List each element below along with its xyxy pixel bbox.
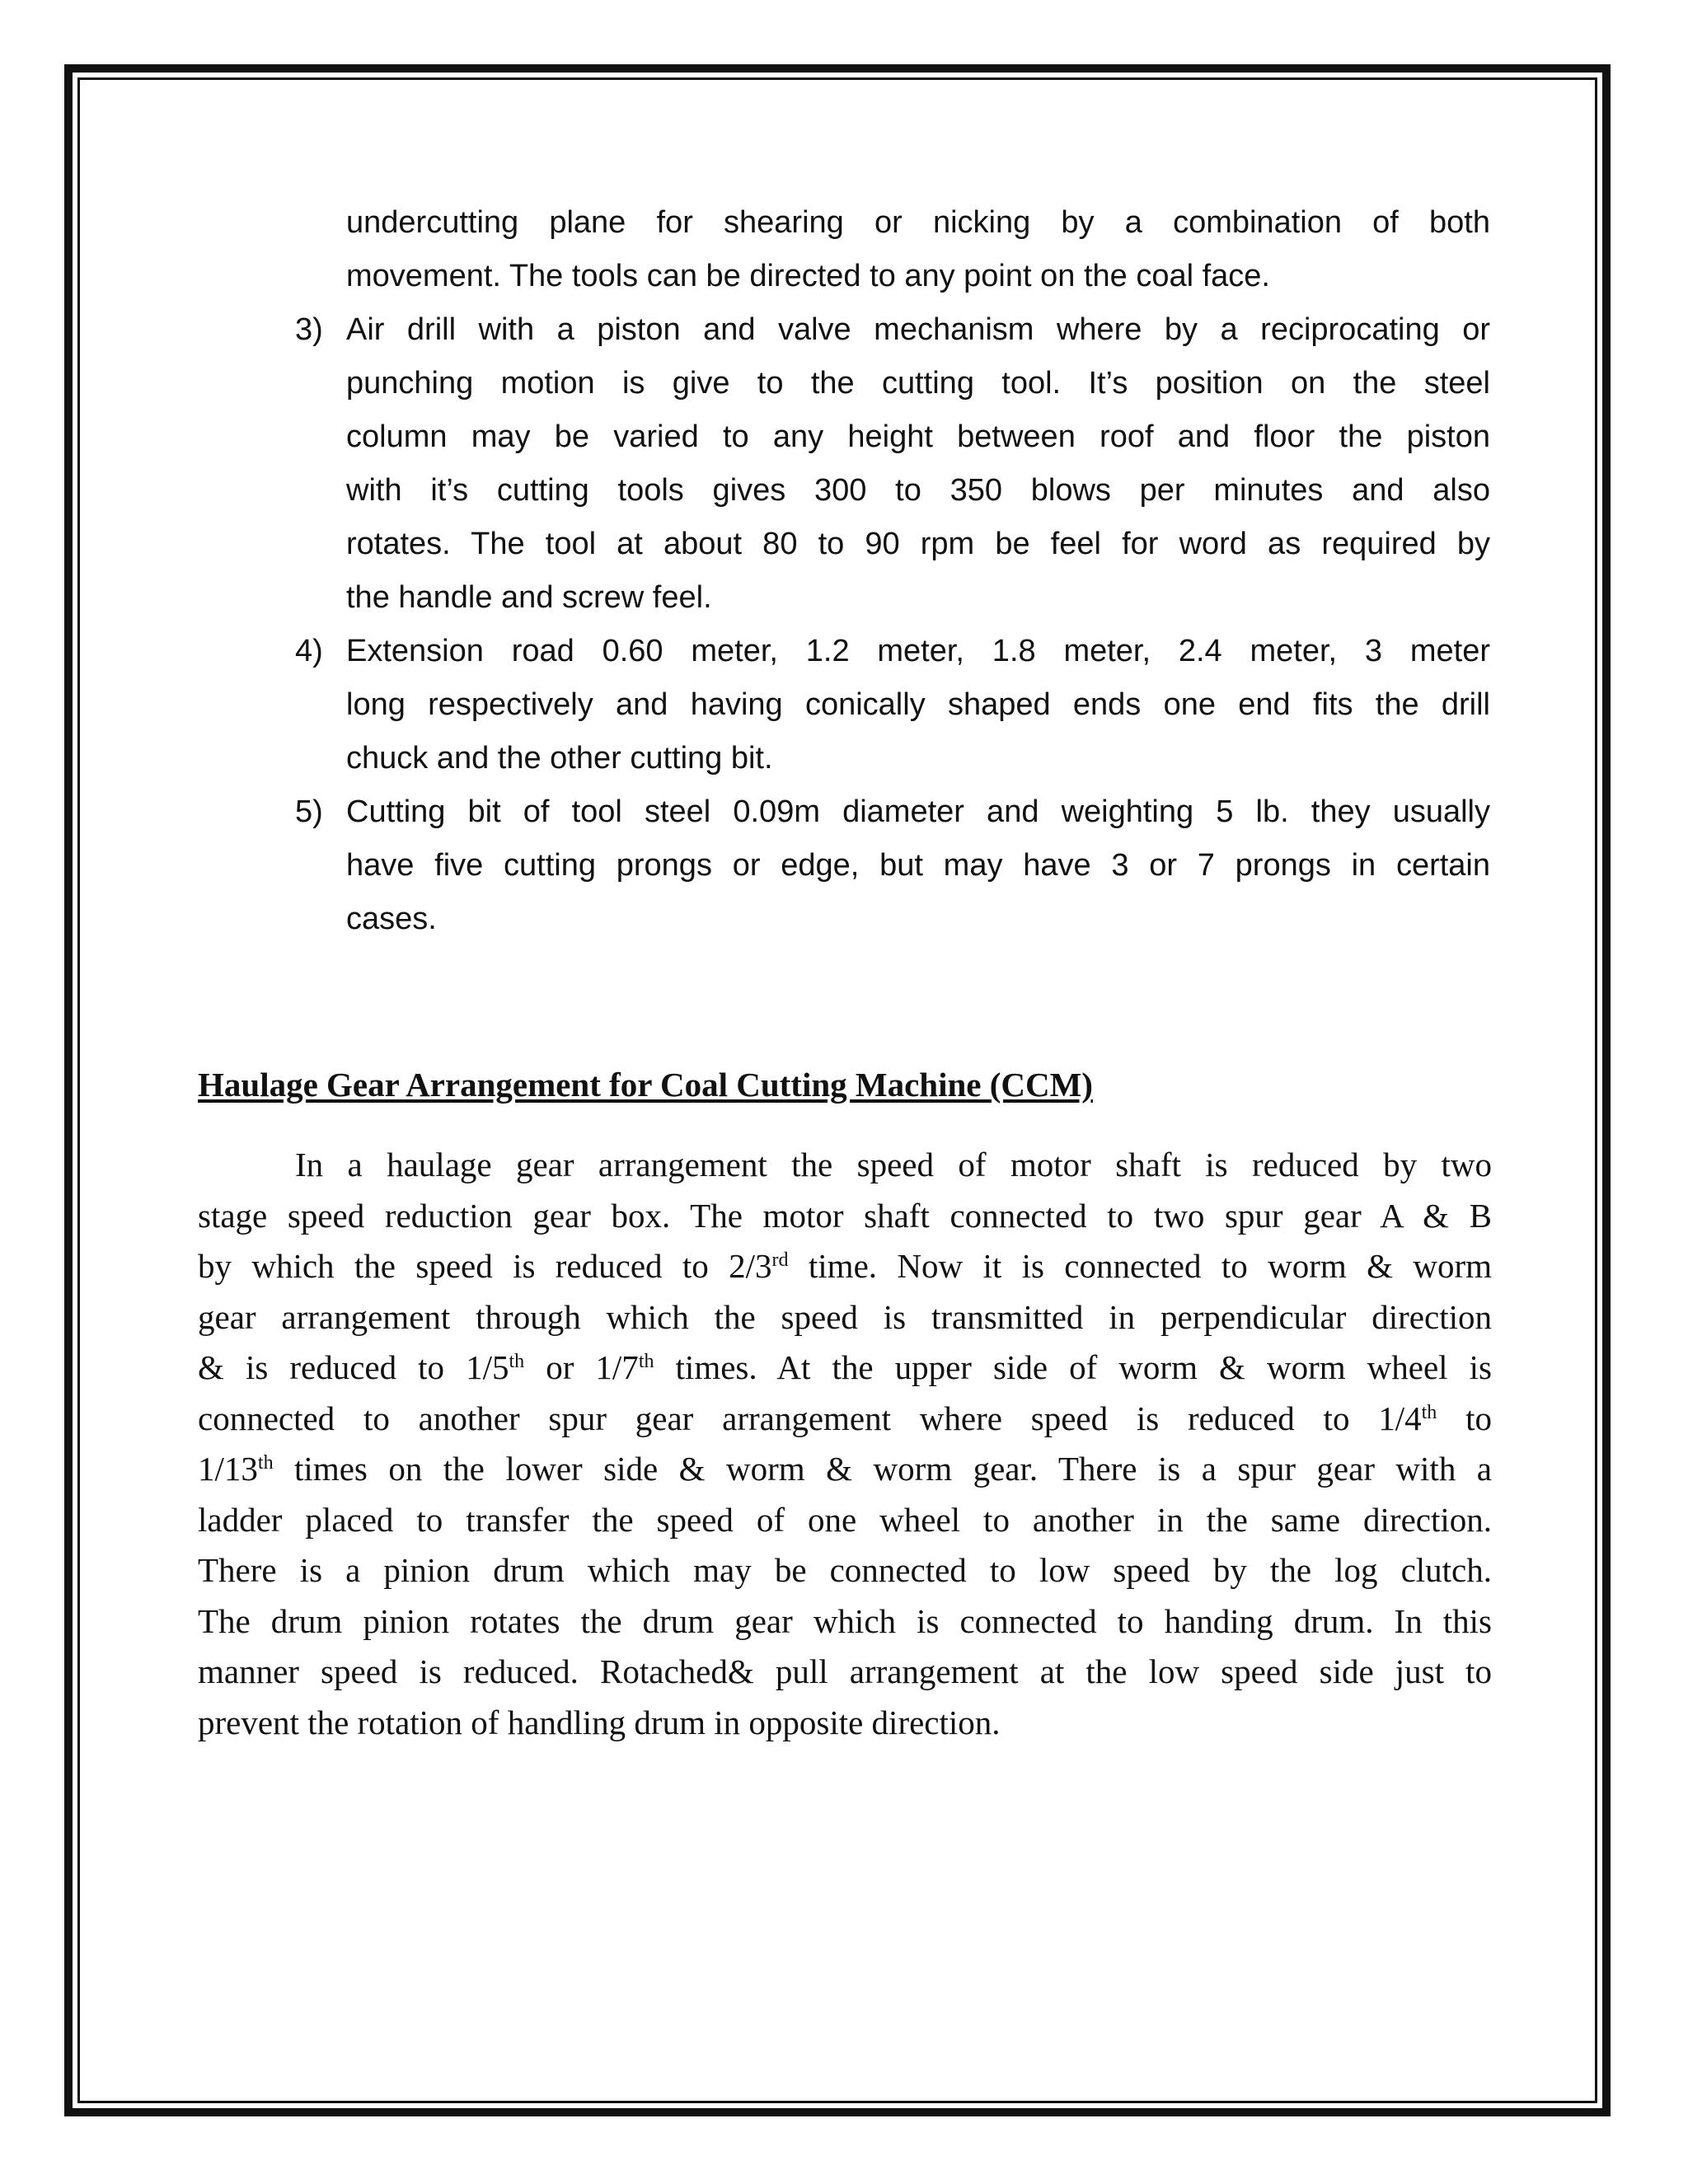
paragraph-line: There is a pinion drum which may be connected to low speed by the log clutch. (198, 1551, 1492, 1589)
list-item-number: 5) (295, 794, 323, 829)
list-line: Extension road 0.60 meter, 1.2 meter, 1.8 meter, 2.4 meter, 3 meter (346, 634, 1490, 668)
paragraph-line (198, 1241, 1492, 1292)
superscript: th (509, 1351, 525, 1372)
list-line: with it’s cutting tools gives 300 to 350 blows per minutes and also (346, 473, 1490, 508)
paragraph-line (198, 1343, 1492, 1394)
numbered-list (295, 196, 1490, 946)
section-heading: Haulage Gear Arrangement for Coal Cutting Machine (CCM) (198, 1066, 1093, 1104)
paragraph-line: The drum pinion rotates the drum gear which is connected to handing drum. In this (198, 1601, 1492, 1640)
list-item-number: 3) (295, 312, 323, 347)
text-run: time. Now it is connected to worm & worm (788, 1247, 1492, 1285)
superscript: rd (771, 1249, 789, 1271)
paragraph-line: In a haulage gear arrangement the speed of motor shaft is reduced by two (295, 1146, 1492, 1183)
superscript: th (1421, 1401, 1437, 1423)
list-line: chuck and the other cutting bit. (346, 741, 773, 776)
paragraph-line: manner speed is reduced. Rotached& pull arrangement at the low speed side just to (198, 1652, 1492, 1690)
list-line: undercutting plane for shearing or nicking by a combination of both (346, 205, 1490, 240)
superscript: th (638, 1351, 654, 1372)
paragraph-line (198, 1394, 1492, 1445)
text-run: 1/13 (198, 1450, 258, 1488)
list-line: column may be varied to any height between roof and floor the piston (346, 419, 1490, 454)
paragraph-line: prevent the rotation of handling drum in opposite direction. (198, 1703, 1001, 1741)
list-item-5 (295, 785, 1490, 946)
list-line: punching motion is give to the cutting tool. It’s position on the steel (346, 366, 1490, 401)
paragraph-line: ladder placed to transfer the speed of one wheel to another in the same direction. (198, 1500, 1492, 1539)
list-item-3 (295, 303, 1490, 625)
paragraph-line: stage speed reduction gear box. The motor shaft connected to two spur gear A & B (198, 1196, 1492, 1235)
list-line: the handle and screw feel. (346, 580, 712, 615)
list-item-4 (295, 625, 1490, 785)
list-line: long respectively and having conically shaped ends one end fits the drill (346, 687, 1490, 722)
list-item-number: 4) (295, 634, 323, 668)
list-line: Cutting bit of tool steel 0.09m diameter and weighting 5 lb. they usually (346, 794, 1490, 829)
text-run: times on the lower side & worm & worm gear. There is a spur gear with a (273, 1450, 1492, 1488)
text-run: connected to another spur gear arrangement where speed is reduced to 1/4 (198, 1399, 1422, 1437)
paragraph-line: gear arrangement through which the speed is transmitted in perpendicular direction (198, 1297, 1492, 1336)
list-line: cases. (346, 902, 437, 936)
text-run: times. At the upper side of worm & worm wheel is (654, 1348, 1492, 1386)
paragraph-line (198, 1444, 1492, 1495)
list-line: movement. The tools can be directed to any point on the coal face. (346, 259, 1270, 293)
text-run: or 1/7 (524, 1348, 639, 1386)
body-paragraph (198, 1140, 1492, 1748)
list-line: rotates. The tool at about 80 to 90 rpm be feel for word as required by (346, 527, 1490, 561)
list-line: have five cutting prongs or edge, but may have 3 or 7 prongs in certain (346, 848, 1490, 883)
text-run: by which the speed is reduced to 2/3 (198, 1247, 772, 1285)
text-run: to (1437, 1399, 1492, 1437)
text-run: & is reduced to 1/5 (198, 1348, 509, 1386)
superscript: th (257, 1452, 274, 1474)
list-line: Air drill with a piston and valve mechanism where by a reciprocating or (346, 312, 1490, 347)
list-continuation (295, 196, 1490, 303)
